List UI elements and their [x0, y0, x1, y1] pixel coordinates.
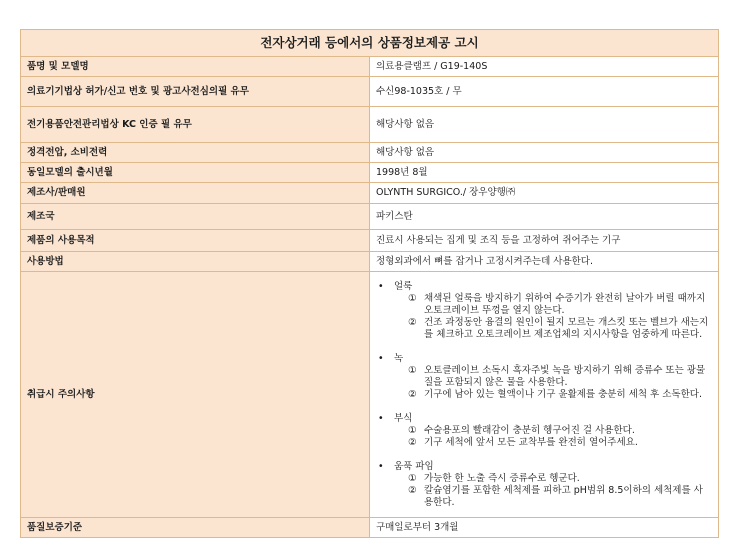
- item-text: 기구 세척에 앞서 모든 교착부를 완전히 열어주세요.: [424, 436, 638, 448]
- section-title: 얼룩: [394, 280, 413, 292]
- item-number: ①: [408, 424, 417, 436]
- row-label: 제조국: [21, 204, 370, 230]
- care-section-rust: [378, 353, 712, 401]
- item-text: 수술용포의 빨래감이 충분히 헹구어진 걸 사용한다.: [424, 424, 635, 436]
- care-label: 취급시 주의사항: [21, 272, 370, 518]
- item-number: ②: [408, 484, 417, 496]
- notice-title: 전자상거래 등에서의 상품정보제공 고시: [21, 30, 719, 57]
- care-row: [21, 272, 719, 518]
- item-number: ①: [408, 472, 417, 484]
- row-label: 사용방법: [21, 252, 370, 272]
- bullet-icon: •: [378, 280, 384, 292]
- table-row: [21, 143, 719, 163]
- warranty-label: 품질보증기준: [21, 518, 370, 538]
- item-text: 건조 과정동안 융결의 원인이 될지 모르는 개스킷 또는 벨브가 새는지를 체크하고 오토크레이브 제조업체의 지시사항을 엄중하게 따른다.: [424, 316, 709, 340]
- item-number: ②: [408, 316, 417, 328]
- item-text: 기구에 남아 있는 혈액이나 기구 윤활제를 충분히 세척 후 소독한다.: [424, 388, 702, 400]
- row-label: 의료기기법상 허가/신고 번호 및 광고사전심의필 유무: [21, 77, 370, 107]
- row-label: 제조사/판매원: [21, 183, 370, 204]
- item-number: ②: [408, 388, 417, 400]
- row-value: 1998년 8월: [370, 163, 719, 183]
- product-info-notice: [20, 29, 719, 538]
- row-label: 정격전압, 소비전력: [21, 143, 370, 163]
- row-label: 품명 및 모델명: [21, 57, 370, 77]
- row-value: 진료시 사용되는 집게 및 조직 등을 고정하여 쥐어주는 기구: [370, 230, 719, 252]
- row-value: 정형외과에서 뼈를 잡거나 고정시켜주는데 사용한다.: [370, 252, 719, 272]
- row-label: 제품의 사용목적: [21, 230, 370, 252]
- item-number: ①: [408, 364, 417, 376]
- item-text: 채색된 얼룩을 방지하기 위하여 수증기가 완전히 날아가 버릴 때까지 오토크레이브 뚜껑을 열지 않는다.: [424, 292, 706, 316]
- table-row: [21, 252, 719, 272]
- table-row: [21, 518, 719, 538]
- item-number: ①: [408, 292, 417, 304]
- table-row: [21, 183, 719, 204]
- section-title: 움푹 파임: [394, 460, 434, 472]
- row-value: 해당사항 없음: [370, 143, 719, 163]
- section-title: 부식: [394, 412, 413, 424]
- row-label: 전기용품안전관리법상 KC 인증 필 유무: [21, 107, 370, 143]
- care-section-stain: [378, 281, 712, 341]
- table-row: [21, 57, 719, 77]
- bullet-icon: •: [378, 352, 384, 364]
- warranty-value: 구매일로부터 3개월: [370, 518, 719, 538]
- care-section-pitting: [378, 461, 712, 509]
- bullet-icon: •: [378, 460, 384, 472]
- title-row: [21, 30, 719, 57]
- row-value: 해당사항 없음: [370, 107, 719, 143]
- row-value: OLYNTH SURGICO./ 장우양행㈜: [370, 183, 719, 204]
- table-row: [21, 77, 719, 107]
- row-label: 동일모델의 출시년월: [21, 163, 370, 183]
- table-row: [21, 107, 719, 143]
- info-table: [20, 29, 719, 538]
- table-row: [21, 204, 719, 230]
- item-number: ②: [408, 436, 417, 448]
- table-row: [21, 230, 719, 252]
- row-value: 의료용클램프 / G19-140S: [370, 57, 719, 77]
- section-title: 녹: [394, 352, 404, 364]
- item-text: 오토클레이브 소독시 흑자주빛 녹을 방지하기 위해 증류수 또는 광물질을 포함되지 않은 물을 사용한다.: [424, 364, 706, 388]
- care-section-corrosion: [378, 413, 712, 449]
- bullet-icon: •: [378, 412, 384, 424]
- row-value: 파키스탄: [370, 204, 719, 230]
- item-text: 칼슘염기를 포함한 세척제를 피하고 pH범위 8.5이하의 세척제를 사용한다.: [424, 484, 703, 508]
- table-row: [21, 163, 719, 183]
- row-value: 수신98-1035호 / 무: [370, 77, 719, 107]
- care-content: [370, 272, 719, 518]
- item-text: 가능한 한 노출 즉시 증류수로 헹군다.: [424, 472, 580, 484]
